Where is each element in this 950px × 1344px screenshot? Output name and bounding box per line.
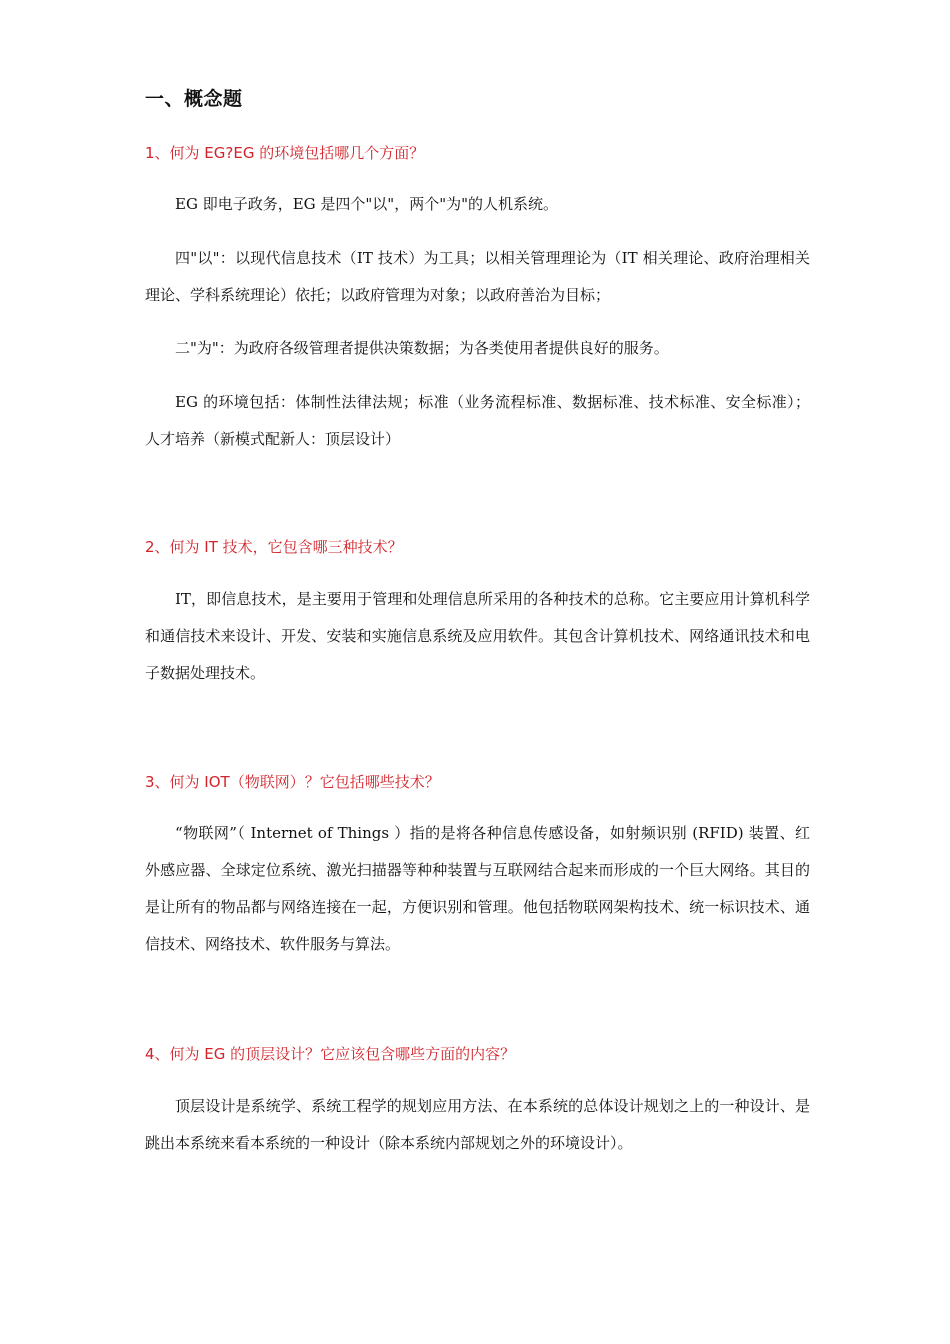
question-1-paragraph-2: 四"以"：以现代信息技术（IT 技术）为工具；以相关管理理论为（IT 相关理论、政府治理相关理论、学科系统理论）依托；以政府管理为对象；以政府善治为目标； [145, 249, 810, 304]
question-1-paragraph-1: EG 即电子政务，EG 是四个"以"，两个"为"的人机系统。 [175, 195, 559, 213]
question-2-title: 2、何为 IT 技术，它包含哪三种技术？ [145, 538, 403, 556]
question-1-paragraph-4: EG 的环境包括：体制性法律法规；标准（业务流程标准、数据标准、技术标准、安全标准）；人才培养（新模式配新人：顶层设计） [145, 393, 810, 448]
section-title: 一、概念题 [145, 88, 243, 110]
question-4-title: 4、何为 EG 的顶层设计？它应该包含哪些方面的内容？ [145, 1045, 516, 1063]
question-3-title: 3、何为 IOT（物联网）？它包括哪些技术？ [145, 773, 440, 791]
question-1-title: 1、何为 EG?EG 的环境包括哪几个方面？ [145, 144, 425, 162]
question-3-paragraph-1: “物联网”（ Internet of Things ）指的是将各种信息传感设备，如射频识别 (RFID) 装置、红外感应器、全球定位系统、激光扫描器等种种装置与互联网结合起来而形成的一个巨大网络。其目的是让所有的物品都与网络连接在一起，方便识别和管理。他包括物联网架构技术、统一标识技术、通信技术、网络技术、软件服务与算法。 [145, 824, 810, 953]
question-2-paragraph-1: IT，即信息技术，是主要用于管理和处理信息所采用的各种技术的总称。它主要应用计算机科学和通信技术来设计、开发、安装和实施信息系统及应用软件。其包含计算机技术、网络通讯技术和电子数据处理技术。 [145, 590, 810, 682]
question-1-paragraph-3: 二"为"：为政府各级管理者提供决策数据；为各类使用者提供良好的服务。 [175, 339, 669, 357]
question-4-paragraph-1: 顶层设计是系统学、系统工程学的规划应用方法、在本系统的总体设计规划之上的一种设计、是跳出本系统来看本系统的一种设计（除本系统内部规划之外的环境设计）。 [145, 1097, 810, 1152]
